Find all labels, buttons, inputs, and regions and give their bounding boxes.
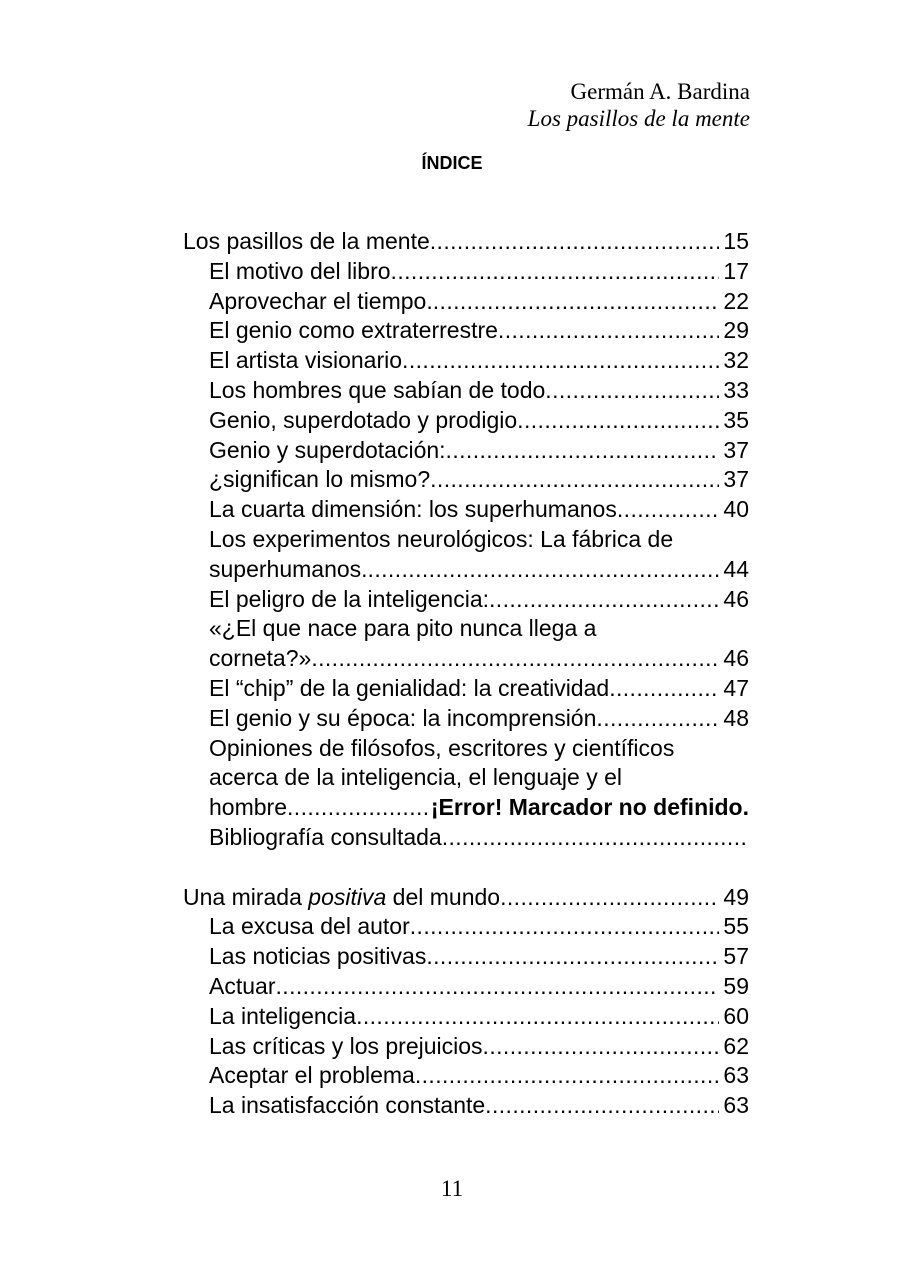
dot-leader <box>430 227 720 257</box>
toc-page-number: 55 <box>723 913 749 940</box>
toc-entry-title-line: superhumanos. <box>209 555 368 582</box>
toc-chapter-entry <box>183 883 749 913</box>
toc-entry <box>183 1032 749 1062</box>
toc-entry-title-line: «¿El que nace para pito nunca llega a <box>209 615 597 642</box>
dot-leader <box>287 793 427 823</box>
toc-entry <box>183 316 749 346</box>
toc-entry <box>183 912 749 942</box>
toc-entry <box>183 1061 749 1091</box>
toc-page-number: 29 <box>723 317 749 344</box>
toc-entry-title: Aprovechar el tiempo. <box>209 287 433 314</box>
book-title: Los pasillos de la mente <box>527 106 750 131</box>
dot-leader <box>275 972 719 1002</box>
dot-leader <box>311 644 719 674</box>
title-part: del mundo <box>386 883 501 910</box>
index-title: ÍNDICE <box>421 153 483 173</box>
toc-page-number: 63 <box>723 1062 749 1089</box>
toc-entry-title: La inteligencia <box>209 1002 357 1029</box>
toc-entry-title: Genio y superdotación: <box>209 436 446 463</box>
toc-entry <box>183 406 749 436</box>
toc-entry-title-line: hombre <box>209 794 287 821</box>
section-gap <box>183 853 749 883</box>
toc-entry-multiline <box>183 734 749 823</box>
toc-entry <box>183 1002 749 1032</box>
toc-entry-title: El artista visionario <box>209 347 403 374</box>
dot-leader <box>500 883 719 913</box>
toc-page-number: 49 <box>723 883 749 910</box>
toc-entry-title: Genio, superdotado y prodigio <box>209 406 518 433</box>
dot-leader <box>433 287 720 317</box>
toc-page-number: 40 <box>723 496 749 523</box>
toc-page-number: 33 <box>723 376 749 403</box>
toc-entry-last-line <box>209 555 749 585</box>
author-name: Germán A. Bardina <box>570 79 750 104</box>
toc-entry-title: El peligro de la inteligencia: <box>209 585 490 612</box>
toc-page-number: 57 <box>723 943 749 970</box>
toc-page-number: 48 <box>723 704 749 731</box>
toc-entry-title-line: corneta?» <box>209 645 312 672</box>
toc-entry-title: Las noticias positivas <box>209 943 427 970</box>
toc-entry-multiline <box>183 525 749 585</box>
toc-page-number: 62 <box>723 1032 749 1059</box>
toc-entry <box>183 674 749 704</box>
title-italic-part: positiva <box>308 883 387 910</box>
toc-page-number: 22 <box>723 287 749 314</box>
toc-entry <box>183 972 749 1002</box>
toc-entry-title: La cuarta dimensión: los superhumanos <box>209 496 617 523</box>
toc-page-number: 46 <box>723 585 749 612</box>
toc-page-number: 60 <box>723 1002 749 1029</box>
toc-page-number: 17 <box>723 257 749 284</box>
dot-leader <box>596 704 719 734</box>
dot-leader <box>485 1091 719 1121</box>
toc-entry <box>183 287 749 317</box>
table-of-contents <box>183 227 749 1121</box>
dot-leader <box>498 316 720 346</box>
toc-entry-title-line: Los experimentos neurológicos: La fábrica de <box>209 525 674 552</box>
toc-entry-last-line <box>209 793 749 823</box>
toc-entry <box>183 704 749 734</box>
toc-page-number: 15 <box>723 228 749 254</box>
toc-entry-title: El genio como extraterrestre <box>209 317 498 344</box>
toc-entry <box>183 376 749 406</box>
page-number: 11 <box>440 1176 464 1201</box>
dot-leader <box>517 406 719 436</box>
toc-entry-title: La excusa del autor <box>209 913 410 940</box>
toc-entry-title: El genio y su época: la incomprensión <box>209 704 597 731</box>
toc-page-number: 35 <box>723 406 749 433</box>
toc-entry <box>183 585 749 615</box>
toc-entry-title: La insatisfacción constante <box>209 1092 486 1119</box>
toc-page-number: 47 <box>723 674 749 701</box>
dot-leader <box>430 465 719 495</box>
toc-chapter-entry <box>183 227 749 257</box>
dot-leader <box>446 436 720 466</box>
toc-entry-title: Las críticas y los prejuicios <box>209 1032 483 1059</box>
toc-entry-title-line: acerca de la inteligencia, el lenguaje y el <box>209 764 622 791</box>
toc-entry <box>183 346 749 376</box>
toc-page-number: 46 <box>723 645 749 672</box>
toc-entry-title: Bibliografía consultada <box>209 823 442 850</box>
toc-entry <box>183 436 749 466</box>
toc-page-number: 44 <box>723 555 749 582</box>
dot-leader <box>483 1032 720 1062</box>
toc-entry <box>183 257 749 287</box>
bookmark-error-text: ¡Error! Marcador no definido. <box>430 794 749 821</box>
dot-leader <box>368 555 720 585</box>
toc-entry-title <box>183 883 500 913</box>
toc-entry-title: Actuar <box>209 972 276 999</box>
toc-entry-last-line <box>209 644 749 674</box>
toc-page-number: 37 <box>723 436 749 463</box>
toc-entry-title: ¿significan lo mismo? <box>209 466 431 493</box>
dot-leader <box>442 823 749 853</box>
dot-leader <box>489 585 719 615</box>
dot-leader <box>426 942 719 972</box>
running-header <box>528 78 750 132</box>
toc-page-number: 37 <box>723 466 749 493</box>
toc-entry-title: Los pasillos de la mente <box>183 228 430 254</box>
toc-page-number: 59 <box>723 972 749 999</box>
toc-page-number: 63 <box>723 1092 749 1119</box>
toc-entry-multiline <box>183 614 749 674</box>
toc-entry <box>183 465 749 495</box>
toc-entry-title: Aceptar el problema <box>209 1062 415 1089</box>
title-part: Una mirada <box>183 883 309 910</box>
toc-entry-title: El motivo del libro <box>209 257 391 284</box>
toc-entry-title: El “chip” de la genialidad: la creatividad <box>209 674 610 701</box>
dot-leader <box>609 674 719 704</box>
dot-leader <box>356 1002 719 1032</box>
toc-entry-title: Los hombres que sabían de todo <box>209 376 546 403</box>
dot-leader <box>545 376 719 406</box>
toc-entry <box>183 1091 749 1121</box>
dot-leader <box>402 346 719 376</box>
toc-entry <box>183 823 749 853</box>
dot-leader <box>415 1061 720 1091</box>
dot-leader <box>391 257 720 287</box>
toc-entry-title-line: Opiniones de filósofos, escritores y científicos <box>209 734 675 761</box>
toc-page-number: 32 <box>723 347 749 374</box>
toc-entry <box>183 495 749 525</box>
dot-leader <box>617 495 720 525</box>
dot-leader <box>410 912 720 942</box>
toc-entry <box>183 942 749 972</box>
